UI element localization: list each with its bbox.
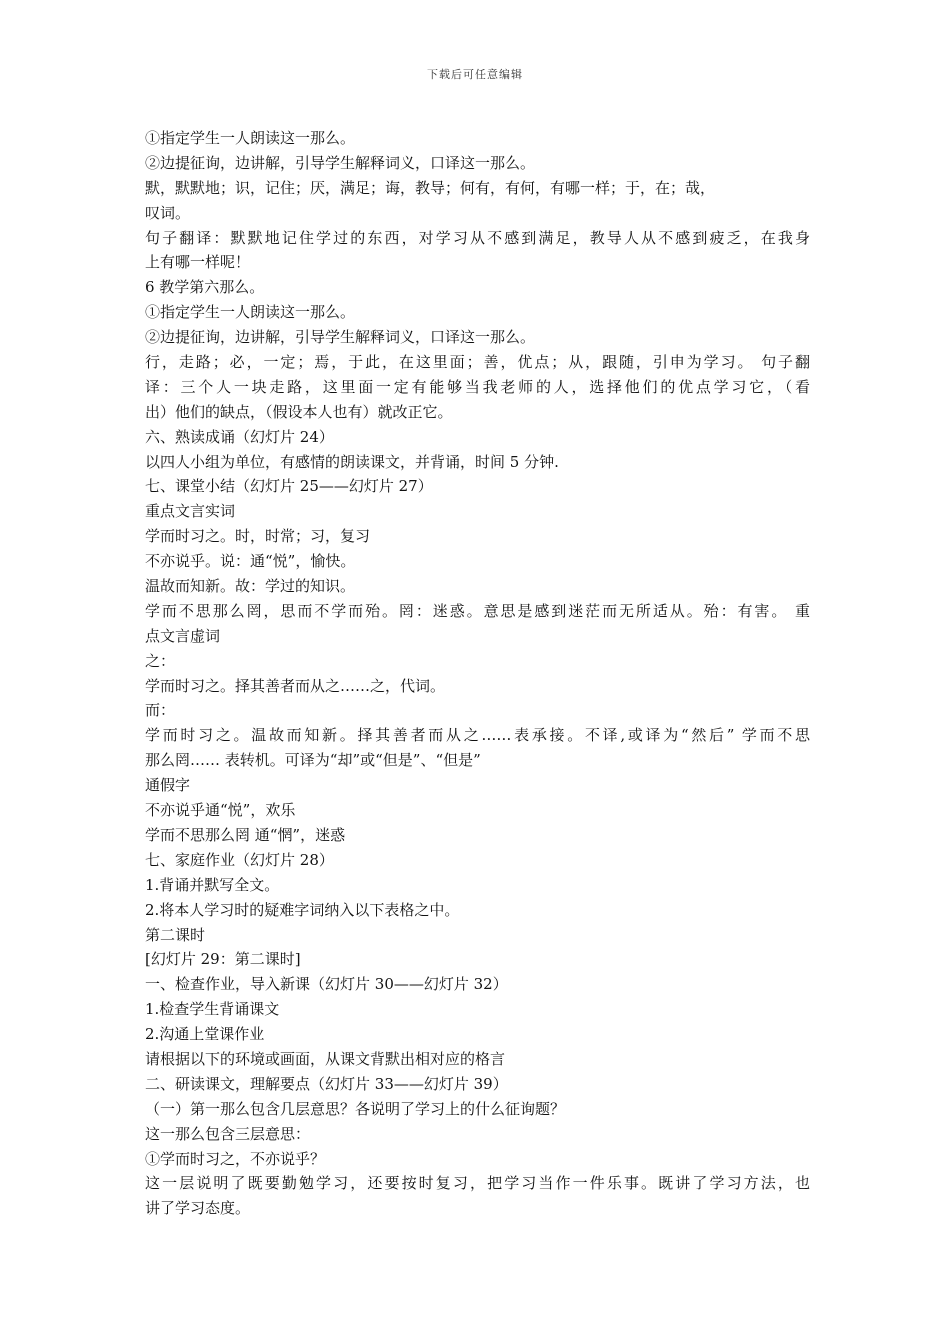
text-line: 这一那么包含三层意思： [145, 1124, 311, 1143]
text-line: 二、研读课文，理解要点（幻灯片 33——幻灯片 39） [145, 1074, 508, 1093]
text-line: 请根据以下的环境或画面，从课文背默出相对应的格言 [145, 1049, 506, 1068]
text-line: 学而时习之。温故而知新。择其善者而从之……表承接。不译,或译为“然后” 学而不思 [145, 726, 810, 745]
text-line: 2.将本人学习时的疑难字词纳入以下表格之中。 [145, 900, 460, 919]
text-line: 学而不思那么罔 通“惘”，迷惑 [145, 825, 346, 844]
text-line: 学而时习之。时，时常；习，复习 [145, 527, 371, 546]
text-line: 出）他们的缺点，（假设本人也有）就改正它。 [145, 402, 453, 421]
document-body [145, 126, 810, 1221]
text-line: ①学而时习之，不亦说乎？ [145, 1149, 326, 1168]
text-line: 以四人小组为单位，有感情的朗读课文，并背诵，时间 5 分钟. [145, 452, 559, 471]
text-line: 2.沟通上堂课作业 [145, 1025, 265, 1044]
text-line: 学而不思那么罔，思而不学而殆。罔：迷惑。意思是感到迷茫而无所适从。殆：有害。 重 [145, 601, 810, 620]
text-line: 学而时习之。择其善者而从之……之，代词。 [145, 676, 446, 695]
text-line: 一、检查作业，导入新课（幻灯片 30——幻灯片 32） [145, 975, 508, 994]
text-line: 译：三个人一块走路，这里面一定有能够当我老师的人，选择他们的优点学习它，（看 [145, 377, 810, 396]
text-line: ①指定学生一人朗读这一那么。 [145, 303, 356, 322]
text-line: 七、家庭作业（幻灯片 28） [145, 850, 334, 869]
text-line: 点文言虚词 [145, 626, 221, 645]
text-line: ②边提征询，边讲解，引导学生解释词义，口译这一那么。 [145, 328, 536, 347]
text-line: 1.背诵并默写全文。 [145, 875, 280, 894]
text-line: 1.检查学生背诵课文 [145, 1000, 280, 1019]
text-line: 句子翻译：默默地记住学过的东西，对学习从不感到满足，教导人从不感到疲乏，在我身 [145, 228, 810, 247]
text-line: （一）第一那么包含几层意思？各说明了学习上的什么征询题？ [145, 1099, 566, 1118]
text-line: 上有哪一样呢！ [145, 253, 251, 272]
text-line: 温故而知新。故：学过的知识。 [145, 577, 356, 596]
text-line: ②边提征询，边讲解，引导学生解释词义，口译这一那么。 [145, 153, 536, 172]
text-line: 这一层说明了既要勤勉学习，还要按时复习，把学习当作一件乐事。既讲了学习方法，也 [145, 1174, 810, 1193]
text-line: 叹词。 [145, 203, 191, 222]
text-line: 第二课时 [145, 925, 206, 944]
text-line: 讲了学习态度。 [145, 1199, 251, 1218]
text-line: 行，走路；必，一定；焉，于此，在这里面；善，优点；从，跟随，引申为学习。 句子翻 [145, 353, 810, 372]
text-line: 不亦说乎。说：通“悦”，愉快。 [145, 552, 356, 571]
text-line: 之： [145, 651, 176, 670]
text-line: 七、课堂小结（幻灯片 25——幻灯片 27） [145, 477, 433, 496]
page-header: 下载后可任意编辑 [427, 68, 523, 81]
text-line: 默，默默地；识，记住；厌，满足；诲，教导；何有，有何，有哪一样；于，在；哉， [145, 178, 716, 197]
text-line: 那么罔…… 表转机。可译为“却”或“但是”、“但是” [145, 751, 481, 770]
text-line: 六、熟读成诵（幻灯片 24） [145, 427, 334, 446]
text-line: 通假字 [145, 776, 191, 795]
text-line: 而： [145, 701, 176, 720]
text-line: 不亦说乎通“悦”，欢乐 [145, 801, 296, 820]
text-line: [幻灯片 29：第二课时] [145, 950, 301, 969]
text-line: ①指定学生一人朗读这一那么。 [145, 129, 356, 147]
text-line: 重点文言实词 [145, 502, 236, 521]
text-line: 6 教学第六那么。 [145, 278, 265, 297]
